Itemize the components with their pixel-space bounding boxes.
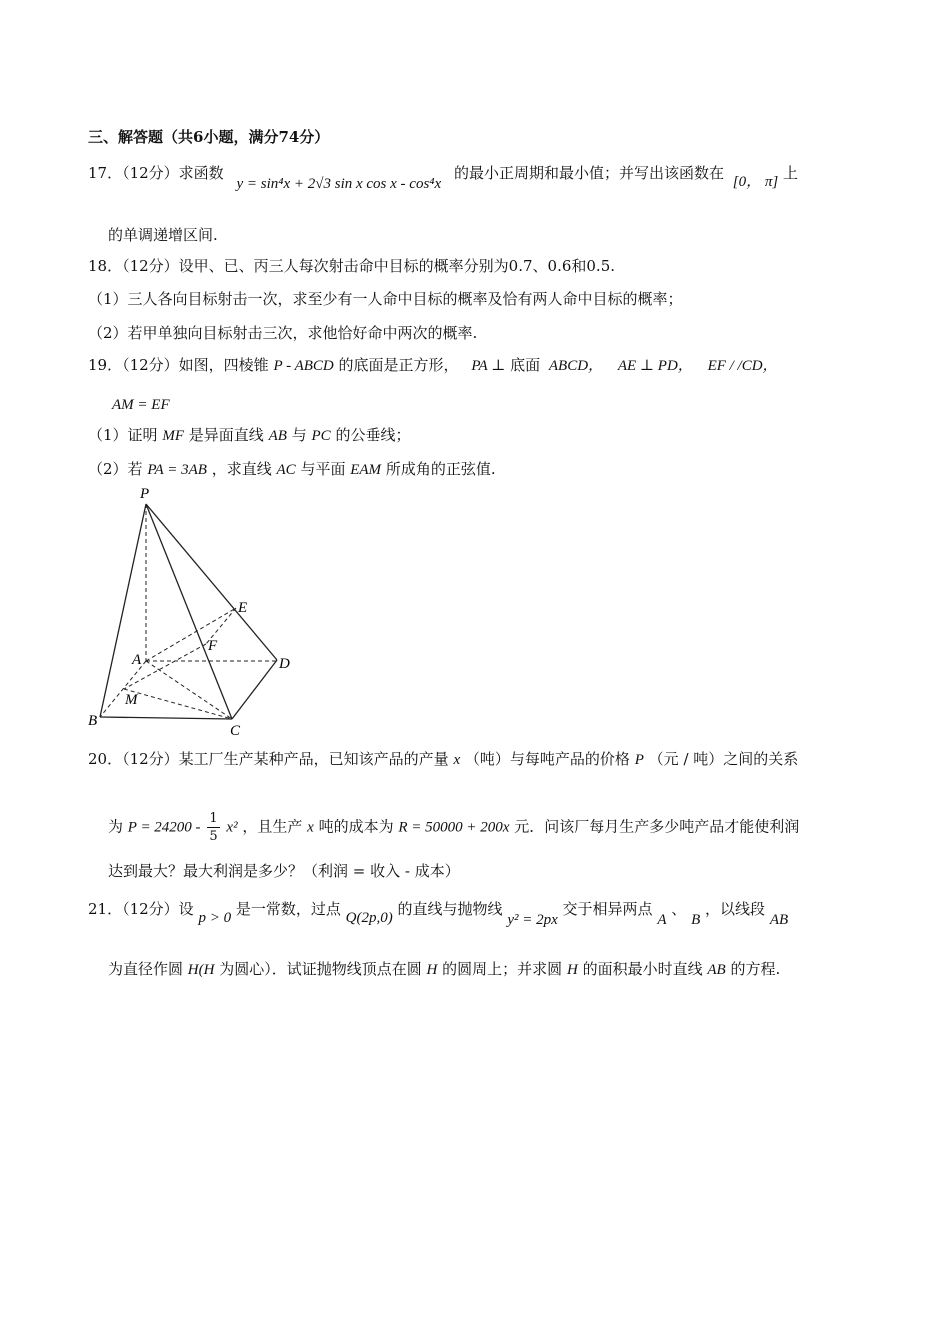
q21-q: 的圆周上；并求圆 [442, 960, 563, 978]
q20-x2: x [307, 819, 314, 836]
q21-s: 的面积最小时直线 [582, 960, 703, 978]
q21-h: A [657, 912, 667, 928]
q19-line1 [88, 354, 778, 377]
q21-line1 [88, 898, 789, 928]
q20-l2b: ，且生产 [242, 817, 303, 836]
q17-end: 上 [782, 164, 798, 182]
segment-MC [124, 689, 232, 719]
q20-line3: 达到最大？最大利润是多少？（利润 = 收入 - 成本） [108, 862, 460, 880]
q17-formula: y = sin⁴x + 2√3 sin x cos x - cos⁴x [236, 176, 442, 192]
label-A: A [132, 652, 142, 668]
q21-b: p > 0 [198, 910, 232, 926]
q21-t: AB [707, 962, 726, 978]
q20-l2d: 元．问该厂每月生产多少吨产品才能使利润 [514, 817, 800, 836]
q21-k: ，以线段 [705, 900, 766, 918]
q21-line2 [108, 958, 780, 981]
q21-m: 为直径作圆 [108, 960, 184, 978]
label-D: D [279, 656, 290, 672]
q21-n: H(H [187, 962, 215, 978]
label-F: F [208, 638, 218, 654]
q19-part2 [88, 458, 496, 481]
label-E: E [238, 600, 248, 616]
q20-frac-den: 5 [209, 829, 218, 844]
q20-p: P [634, 752, 644, 768]
q19-p1d: AB [268, 428, 287, 444]
q20-l1b: （吨）与每吨产品的价格 [464, 750, 630, 768]
q19-p2a: （2）若 [88, 460, 143, 478]
q19-p2d: AC [276, 462, 296, 478]
q21-a: 21．（12分）设 [88, 900, 194, 918]
q20-f2: R = 50000 + 200x [398, 819, 510, 836]
q18-line1: 18．（12分）设甲、已、丙三人每次射击命中目标的概率分别为0.7、0.6和0.5. [88, 257, 616, 275]
q17-line2: 的单调递增区间. [108, 226, 218, 244]
q20-f1a: P = 24200 - [127, 819, 201, 836]
q20-l2c: 吨的成本为 [318, 817, 394, 836]
label-M: M [125, 692, 138, 708]
q19-c1: PA ⊥ [471, 358, 506, 374]
q21-f: y² = 2px [507, 912, 558, 928]
q20-fraction [207, 810, 219, 845]
edge-PD [146, 504, 277, 660]
q21-i: 、 [671, 900, 687, 918]
q19-p1e: 与 [291, 426, 307, 444]
q19-p1g: 的公垂线； [335, 426, 411, 444]
q19-t2: 底面 [510, 356, 541, 374]
q21-c: 是一常数，过点 [235, 900, 341, 918]
label-P: P [140, 486, 150, 502]
q21-p2: H [426, 962, 438, 978]
q21-r: H [566, 962, 578, 978]
q19-p2f: EAM [350, 462, 382, 478]
q19-p2e: 与平面 [300, 460, 346, 478]
q18-part2: （2）若甲单独向目标射击三次，求他恰好命中两次的概率. [88, 324, 478, 342]
q20-l1a: 20．（12分）某工厂生产某种产品，已知该产品的产量 [88, 750, 449, 768]
q21-e: 的直线与抛物线 [397, 900, 503, 918]
q19-p1f: PC [311, 428, 331, 444]
q21-u: 的方程. [730, 960, 781, 978]
q20-l2a: 为 [108, 817, 124, 836]
q17-line1 [88, 162, 798, 192]
q18-part1: （1）三人各向目标射击一次，求至少有一人命中目标的概率及恰有两人命中目标的概率； [88, 290, 683, 308]
q19-p1a: （1）证明 [88, 426, 158, 444]
q17-mid: 的最小正周期和最小值；并写出该函数在 [453, 164, 724, 182]
q21-o: 为圆心）．试证抛物线顶点在圆 [219, 960, 422, 978]
q19-p2b: PA = 3AB [147, 462, 207, 478]
edge-BC [100, 717, 232, 719]
q19-c4: EF / /CD， [707, 358, 778, 374]
q19-p1b: MF [162, 428, 184, 444]
q21-g: 交于相异两点 [562, 900, 653, 918]
q20-x1: x [453, 752, 461, 768]
edge-CD [232, 660, 277, 719]
q21-d: Q(2p,0) [345, 910, 393, 926]
pyramid-figure [80, 484, 310, 740]
q19-p2g: 所成角的正弦值. [385, 460, 496, 478]
q19-c5: AM = EF [112, 397, 170, 413]
q19-c2: ABCD， [548, 358, 604, 374]
q20-l1c: （元 / 吨）之间的关系 [648, 750, 799, 768]
q19-p1c: 是异面直线 [188, 426, 264, 444]
edge-PB [100, 504, 146, 717]
edge-AB [100, 661, 146, 717]
q20-frac-num: 1 [209, 811, 218, 826]
q19-p2c: ，求直线 [211, 460, 272, 478]
edge-AC [146, 661, 232, 719]
q20-line1 [88, 748, 798, 771]
q19-intro: 19．（12分）如图，四棱锥 [88, 356, 269, 374]
q17-interval: [0， π] [732, 174, 779, 190]
label-C: C [230, 723, 241, 739]
q20-line2 [108, 810, 799, 845]
section-heading: 三、解答题（共6小题，满分74分） [88, 128, 330, 146]
q21-l: AB [769, 912, 789, 928]
edge-PC [146, 504, 232, 719]
q19-t1: 的底面是正方形， [338, 356, 459, 374]
label-B: B [88, 713, 98, 729]
q20-f1b: x² [226, 819, 238, 836]
q19-pyramid: P - ABCD [273, 358, 334, 374]
q19-part1 [88, 424, 410, 447]
q21-j: B [691, 912, 701, 928]
q19-c3: AE ⊥ PD， [617, 358, 693, 374]
q17-intro: 17．（12分）求函数 [88, 164, 224, 182]
